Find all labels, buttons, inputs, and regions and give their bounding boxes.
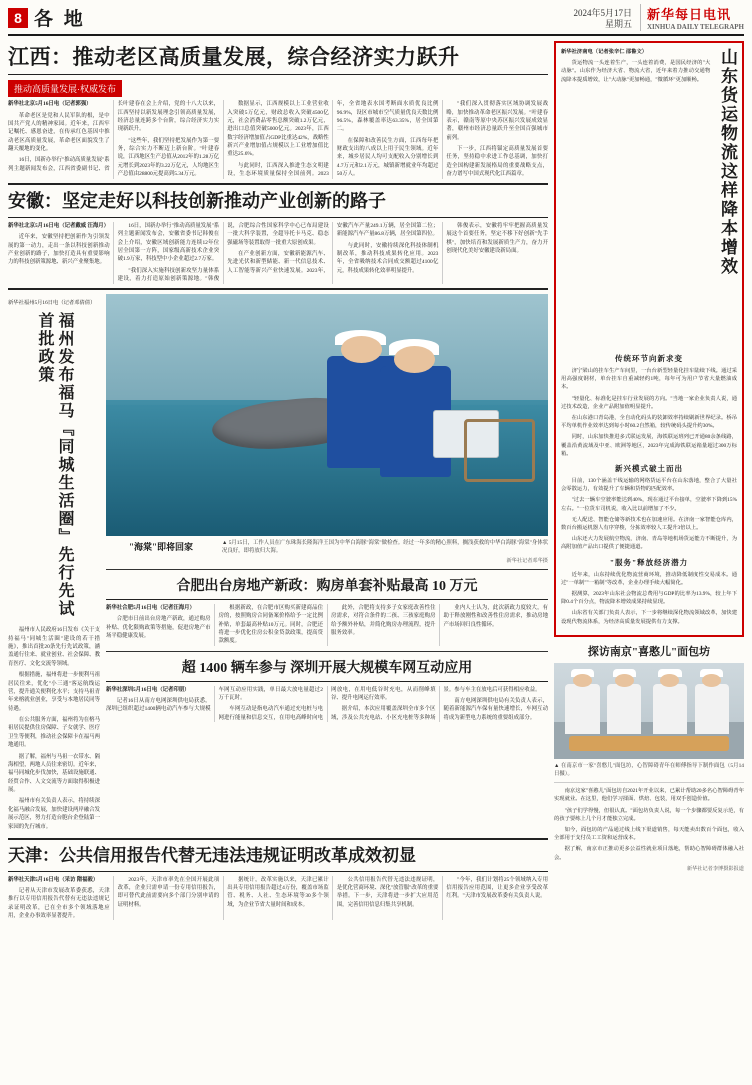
weekday-text: 星期五 <box>604 19 632 30</box>
paragraph: 在保障和改善民生方面，江西每年把财政支出的八成以上用于民生领域。近年来，城乡居民人均可支配收入分别增长到4.7万元和2.1万元，城镇新增就业年均超过50万人。 <box>336 137 439 178</box>
nanjing-feature <box>554 643 744 872</box>
paragraph: 目前，130个涵盖干线运输的网络货运平台在山东落地，整合了大量社会零散运力，有效提升了车辆和货物的匹配效率。 <box>561 478 737 493</box>
lead-body <box>8 100 548 179</box>
shandong-section-title-2: 新兴模式破土而出 <box>615 464 683 474</box>
paragraph: 近年来，安徽坚持把创新作为引领发展的第一动力，走出一条以科技创新推动产业创新的路子，加快打造具有重要影响力的科技创新策源地、新兴产业聚集地。 <box>8 234 110 266</box>
paragraph: 记者16日从南方电网深圳供电局获悉，深圳已组织超过1400辆电动汽车参与大规模车网互动应用实践，单日最大放电量超过2万千瓦时。 <box>106 686 323 713</box>
lead-article <box>8 45 548 179</box>
paragraph: "孩子们学得慢，但很认真。"面包坊负责人说，每一个步骤都要反复示范，有的孩子要练上几个月才能独立完成。 <box>554 807 744 822</box>
publication-date <box>573 8 632 31</box>
lead-byline: 新华社北京5月16日电（记者郭强） <box>8 101 92 108</box>
baker-figure <box>565 684 599 734</box>
shandong-section-title-1: 传统环节向新求变 <box>615 354 683 363</box>
hefei-article <box>106 575 548 646</box>
divider <box>106 569 548 570</box>
head <box>341 336 382 363</box>
paragraph: 福州市人民政府16日发布《关于支持福马"同城生活圈"建设的若干措施》，推出首批20条先行先试政策，涵盖通行往来、就业创业、社会保障、教育医疗、文化交流等领域。 <box>8 627 100 667</box>
paragraph: 在公共服务方面，福州将为在榕马祖居民提供住房保障、子女就学、医疗卫生等便利，推动社会保障卡在福马两地通用。 <box>8 717 100 749</box>
paragraph: 车网互动是指电动汽车通过充电桩与电网进行能量和信息交互，在用电高峰时向电网放电，在用电低谷时充电，从而削峰填谷、提升电网运行效率。 <box>218 686 436 721</box>
tianjin-article <box>8 846 548 920</box>
anhui-byline: 新华社北京5月16日电（记者戴威 汪海月） <box>8 222 110 229</box>
paragraph: "过去一辆车空驶率能达到40%，现在通过平台接单，空驶率下降到15%左右。"一位货车司机说，收入比以前增加了不少。 <box>561 497 737 512</box>
divider <box>106 651 548 652</box>
paragraph: "今年，我们计划将25个领域纳入专用信用报告应用范围，让更多企业享受改革红利。"天津市发展改革委有关负责人说。 <box>446 876 548 900</box>
shenzhen-body <box>106 686 548 723</box>
hefei-headline: 合肥出台房地产新政：购房单套补贴最高 10 万元 <box>176 578 478 594</box>
anhui-article <box>8 191 548 283</box>
date-text: 2024年5月17日 <box>573 7 632 18</box>
logo-subtitle: XINHUA DAILY TELEGRAPH <box>647 23 744 31</box>
section-title: 各 地 <box>34 9 86 30</box>
paragraph: 与此同时，江西深入推进生态文明建设，生态环境质量保持全国前列。2023年，全省地表水国考断面水质优良比例96.9%，设区市城市空气质量优良天数比例96.5%，森林覆盖率达63.35%，居全国第二。 <box>227 101 439 178</box>
paragraph: 记者从天津市发展改革委获悉，天津推行以专用信用报告代替有无违法违规记录证明改革，已在全市多个领域落地应用，企业办事效率显著提升。 <box>8 887 110 920</box>
paragraph: 16日，国新办举行"推动高质量发展"系列主题新闻发布会，安徽省委书记韩俊在会上介绍，安徽区域创新能力连续12年位居全国第一方阵，国家级高新技术企业突破1.9万家，科技型中小企业超过2.7万家。 <box>117 222 220 263</box>
shandong-feature <box>554 41 744 637</box>
logo-text: 新华每日电讯 <box>647 7 732 22</box>
photo-and-articles <box>106 294 548 834</box>
divider <box>106 681 548 682</box>
shandong-section-body-3 <box>561 571 737 626</box>
main-column <box>8 41 548 1081</box>
paragraph: 据了解，福州与马祖一衣带水、隔海相望，两地人员往来密切。近年来，福马同城化步伐加快，基础设施联通、经贸合作、人文交流等方面取得积极进展。 <box>8 753 100 794</box>
page-body <box>8 41 744 1081</box>
paragraph: 公共信用报告代替无违法违规证明，是优化营商环境、深化"放管服"改革的重要举措。下一步，天津将进一步扩大应用范围，完善信用信息归集共享机制。 <box>336 876 439 908</box>
paragraph: 此外，合肥将支持多子女家庭改善性住房需求，对符合条件的二孩、三孩家庭购房给予额外补贴，并简化购房办理流程，提升服务效率。 <box>331 604 436 636</box>
shandong-section-body-1 <box>561 367 737 458</box>
tianjin-headline: 天津：公共信用报告代替无违法违规证明改革成效初显 <box>8 845 416 865</box>
masthead-right <box>573 4 744 31</box>
masthead <box>8 6 744 36</box>
divider <box>8 217 548 218</box>
paragraph: 下一步，江西将锚定高质量发展首要任务，坚持稳中求进工作总基调，加快打造全国构建新发展格局的重要战略支点，奋力谱写中国式现代化江西篇章。 <box>446 146 548 178</box>
paragraph: 根据措施，福州将进一步便利马祖居民往来，优化"小三通"客运航线运营，提升通关便利化水平；支持马祖青年来榕就业创业，享受与本地居民同等待遇。 <box>8 672 100 712</box>
divider <box>106 599 548 600</box>
shenzhen-byline: 新华社深圳5月16日电（记者印朋） <box>106 686 190 693</box>
photo-caption-block <box>222 536 548 564</box>
photo-credit: 新华社记者邓华摄 <box>506 557 548 564</box>
paragraph: 合肥市日前出台房地产新政，通过购房补贴、优化限购政策等措施，促进房地产市场平稳健康发展。 <box>106 616 211 639</box>
masthead-left <box>8 4 86 31</box>
baker-figure <box>607 684 641 734</box>
paragraph: 韩俊表示，安徽将牢牢把握高质量发展这个首要任务，坚定不移下好创新"先手棋"，加快培育和发展新质生产力，奋力开创现代化美好安徽建设新局面。 <box>446 222 548 255</box>
paragraph: 2023年，天津市率先在全国开展此项改革，企业只需申请一份专用信用报告，即可替代此前需要向多个部门分别申请的证明材料。 <box>117 876 220 908</box>
paragraph: 16日，国新办举行"推动高质量发展"系列主题新闻发布会，江西省委副书记、省长叶建春在会上介绍，党的十八大以来，江西坚持以新发展理念引领高质量发展，经济总量连跨多个台阶，综合经济实力实现新跃升。 <box>8 101 220 172</box>
paragraph: 数据显示，江西规模以上工业营业收入突破5万亿元，财政总收入突破4500亿元，社会消费品零售总额突破1.2万亿元，进出口总值突破5000亿元。2023年，江西数字经济增加值占GDP比重达42%，战略性新兴产业增加值占规模以上工业增加值比重达25.6%。 <box>227 101 329 158</box>
hefei-body <box>106 604 548 646</box>
divider <box>8 288 548 290</box>
paragraph: 据测算，2023年山东社会物流总费用与GDP的比率为13.9%，较上年下降0.4个百分点，物流降本增效成果持续显现。 <box>561 591 737 606</box>
paragraph: 据了解，南京市正推动更多公益性就业项目落地，帮助心智障碍群体融入社会。 <box>554 846 744 861</box>
chair <box>464 419 535 482</box>
paragraph: 如今，面包坊的产品通过线上线下渠道销售，每天能卖出数百个面包，收入全部用于支付员工工资和运营成本。 <box>554 826 744 842</box>
fuzhou-headline: 福州发布福马『同城生活圈』先行先试首批政策 <box>36 312 73 619</box>
paragraph: 福州市有关负责人表示，将持续深化福马融合发展，加快建设两岸融合发展示范区，努力打造台胞台企登陆第一家园的先行城市。 <box>8 798 100 830</box>
shandong-section-title-3: "服务"释放经济潜力 <box>609 557 689 567</box>
paragraph: 业内人士认为，此次新政力度较大，有助于释放刚性和改善性住房需求，推动房地产市场回归良性循环。 <box>443 604 548 628</box>
paragraph: 山东还大力发展航空物流，济南、青岛等地机场货运能力不断提升，为高附加值产品出口提供了便捷通道。 <box>561 536 737 551</box>
right-column <box>554 41 744 1081</box>
nanjing-photo-caption: ▲ 在南京市一家"喜憨儿"面包坊，心智障碍青年在师傅指导下制作面包（5月14日摄）。 <box>554 762 744 777</box>
paragraph: 济宁梁山的挂车生产车间里，一台台新型轻量化挂车陆续下线。通过采用高强度钢材，单台挂车自重减轻约1吨，每年可为用户节省大量燃油成本。 <box>561 368 737 391</box>
tianjin-body <box>8 876 548 921</box>
shandong-section-body-2 <box>561 477 737 552</box>
shandong-intro: 货运物流一头连着生产，一头连着消费，是国民经济的"大动脉"。山东作为经济大省、物流大省，近年来着力推动交通物流降本提质增效，让"大动脉"更加畅通，"微循环"更加顺畅。 <box>561 60 711 83</box>
baker-figure <box>653 684 687 734</box>
head <box>573 674 592 687</box>
paragraph: 根据新政，在合肥市区购买新建商品住房的，按照购房合同备案价格给予一定比例补贴，单套最高补贴10万元。同时，合肥还将进一步优化住房公积金贷款政策，提高贷款额度。 <box>218 604 323 645</box>
paragraph: 据介绍，本次应用覆盖深圳全市多个区域，涉及公共充电站、小区充电桩等多种场景。参与车主在放电后可获得相应收益。 <box>331 686 541 721</box>
fuzhou-body <box>8 626 100 831</box>
paragraph: 无人配送、智能仓储等新技术也在加速应用。在济南一家智能仓库内，数百台搬运机器人有序穿梭，分拣效率较人工提升3倍以上。 <box>561 516 737 532</box>
nanjing-body <box>554 787 744 862</box>
photo-title-block <box>106 536 216 553</box>
head <box>660 674 679 687</box>
paragraph: 革命老区是党和人民军队的根，是中国共产党人的精神家园。近年来，江西牢记嘱托、感恩奋进，在传承红色基因中推动老区高质量发展，革命老区面貌发生了翻天覆地的变化。 <box>8 112 110 153</box>
shenzhen-article <box>106 657 548 723</box>
shandong-byline: 新华社济南电（记者张辛仁 邵鲁文） <box>561 49 648 55</box>
shandong-headline: 山东货运物流这样降本增效 <box>718 48 737 276</box>
paragraph: 南京这家"喜憨儿"面包坊自2021年开业以来，已累计帮助20多名心智障碍青年实现就业。在这里，他们学习揉面、烘焙、包装，用双手创造价值。 <box>554 788 744 803</box>
paragraph: 南方电网深圳供电局有关负责人表示，随着新能源汽车保有量快速增长，车网互动将成为新型电力系统的重要组成部分。 <box>443 698 548 721</box>
paragraph: "我们深入实施科技创新攻坚力量体系建设，着力打造原始创新策源地。"韩俊说，合肥综合性国家科学中心已布局建设一批大科学装置，全超导托卡马克、稳态强磁场等装置取得一批重大原创成果。 <box>117 222 329 283</box>
divider <box>8 183 548 185</box>
divider <box>8 871 548 872</box>
shandong-text <box>561 48 710 348</box>
lead-headline: 江西：推动老区高质量发展，综合经济实力跃升 <box>8 45 460 69</box>
hefei-byline: 新华社合肥5月16日电（记者汪海月） <box>106 604 195 611</box>
paragraph: 据统计，改革实施以来，天津已累计出具专用信用报告超过4万份，覆盖市场监管、税务、人社、生态环境等30多个领域，为企业节省大量时间和成本。 <box>227 876 329 908</box>
paragraph: 山东省有关部门负责人表示，下一步将继续深化物流领域改革，加快建设现代物流体系，为经济高质量发展提供有力支撑。 <box>561 610 737 625</box>
dolphin-photo <box>106 294 548 536</box>
paragraph: 近年来，山东持续优化物流营商环境，推动降低制度性交易成本。通过"一单制""一箱制"等改革，企业办理手续大幅简化。 <box>561 571 737 586</box>
head <box>394 346 435 373</box>
mid-row <box>8 294 548 834</box>
paragraph: "我们深入贯彻落实区域协调发展战略，加快推动革命老区振兴发展。"叶建春表示，赣南等原中央苏区振兴发展成效显著，赣州市经济总量跃升至全国百强城市前列。 <box>446 101 548 141</box>
paragraph: "轻量化、标准化是挂车行业发展的方向。"当地一家企业负责人说，通过技术改造，企业产品附加值明显提升。 <box>561 395 737 410</box>
head <box>615 674 634 687</box>
shandong-inner <box>561 48 737 348</box>
fuzhou-article <box>8 294 100 834</box>
paragraph: 同时，山东加快推进多式联运发展，海铁联运班列已开通80余条线路，覆盖沿黄流域及中亚、欧洲等地区，2023年完成海铁联运箱量超过300万标箱。 <box>561 434 737 457</box>
baker-figure <box>695 684 729 734</box>
divider <box>8 838 548 840</box>
photo-caption: ▲ 5月15日，工作人员在广东珠海长隆海洋王国为中华白海豚"海棠"做检查。经过一年多的精心照料，搁浅获救的中华白海豚"海棠"身体状况良好，即将放归大海。 <box>222 539 548 554</box>
anhui-body <box>8 222 548 284</box>
head <box>702 674 721 687</box>
divider <box>8 74 548 75</box>
photo-title: "海棠"即将回家 <box>129 541 193 552</box>
shenzhen-headline: 超 1400 辆车参与 深圳开展大规模车网互动应用 <box>181 660 473 676</box>
paragraph: 在产业创新方面，安徽新能源汽车、先进光伏和新型储能、新一代信息技术、人工智能等新兴产业快速发展。2023年，安徽汽车产量249.1万辆，居全国第二位；新能源汽车产量86.8万辆，居全国第四位。 <box>227 222 439 274</box>
tianjin-byline: 新华社天津5月16日电（采访 隋福毅） <box>8 876 99 883</box>
paragraph: 在山东港口青岛港，全自动化码头的装卸效率持续刷新世界纪录。桥吊平均单机作业效率达到每小时60.2自然箱，较传统码头提升约30%。 <box>561 415 737 430</box>
photo-caption-row <box>106 536 548 564</box>
nanjing-credit: 新华社记者李博摄影报道 <box>686 865 744 872</box>
paragraph: 与此同时，安徽持续深化科技体制机制改革，推动科技成果转化应用。2023年，全省吸纳技术合同成交额超过4100亿元，科技成果转化效率明显提升。 <box>336 242 439 274</box>
nanjing-headline: 探访南京"喜憨儿"面包坊 <box>587 645 711 658</box>
fuzhou-byline: 新华社福州5月16日电（记者邓倩倩） <box>8 299 96 306</box>
divider <box>554 782 744 783</box>
bread-tray <box>569 736 729 751</box>
page-number: 8 <box>8 8 28 28</box>
paragraph: "这些年，我们坚持把发展作为第一要务，综合实力不断迈上新台阶。"叶建春说，江西地区生产总值从2012年的1.28万亿元增长到2023年的3.22万亿元，人均地区生产总值由28800元提高到5.34万元。 <box>117 137 220 178</box>
lead-tag: 推动高质量发展·权威发布 <box>8 80 122 97</box>
bakery-photo <box>554 663 744 759</box>
newspaper-logo <box>640 4 744 31</box>
anhui-headline: 安徽：坚定走好以科技创新推动产业创新的路子 <box>8 191 386 212</box>
